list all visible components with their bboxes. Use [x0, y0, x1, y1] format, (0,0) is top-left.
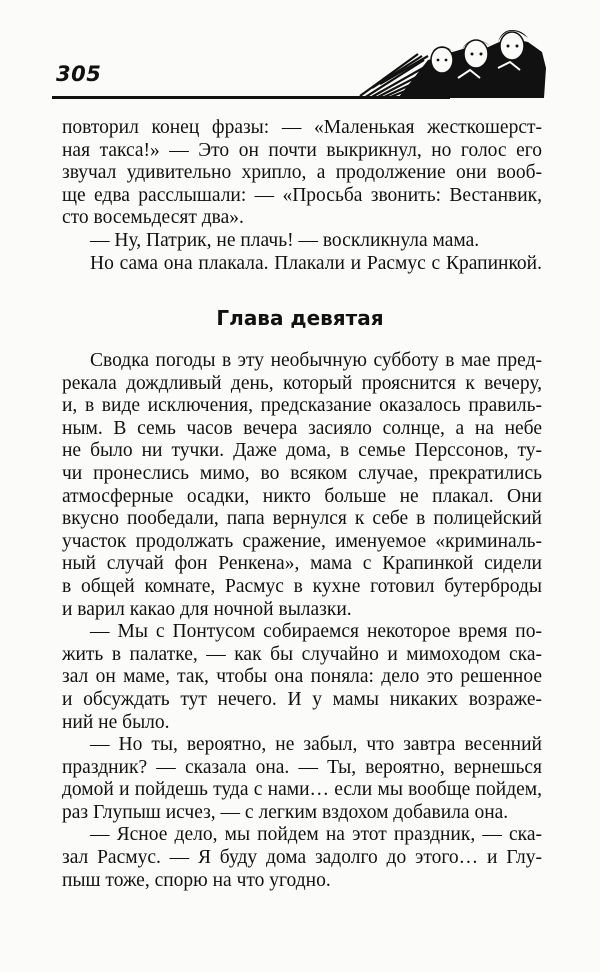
text-line: звучал удивительно хрипло, а продолжение они вооб-: [62, 162, 542, 184]
text-line: Сводка погоды в эту необычную субботу в мае пред-: [90, 350, 542, 371]
page-number: 305: [56, 62, 102, 86]
chapter-body: [62, 350, 542, 892]
text-line: — Мы с Понтусом собираемся некоторое время по-: [90, 621, 542, 643]
text-line: и варил какао для ночной вылазки.: [62, 598, 352, 620]
text-line: не было ни тучки. Даже дома, в семье Перссонов, ту-: [62, 440, 542, 462]
previous-chapter-ending: [62, 117, 542, 275]
text-line: зал Расмус. — Я буду дома задолго до этого… и Глу-: [62, 847, 542, 869]
text-line: и, в виде исключения, предсказание оказалось правиль-: [62, 395, 542, 417]
text-line: — Ясное дело, мы пойдем на этот праздник, — ска-: [90, 824, 542, 846]
text-line: вкусно пообедали, папа вернулся к себе в полицейский: [62, 508, 542, 530]
children-illustration-icon: [358, 8, 548, 104]
text-line: ный случай фон Ренкена», мама с Крапинкой сидели: [62, 553, 542, 575]
text-line: чи пронеслись мимо, во всяком случае, прекратились: [62, 462, 542, 484]
text-line: повторил конец фразы: — «Маленькая жесткошерст-: [62, 117, 542, 138]
text-line: участок продолжать сражение, именуемое «криминаль-: [62, 530, 542, 552]
text-line: ще едва расслышали: — «Просьба звонить: Вестанвик,: [62, 184, 542, 206]
chapter-title: Глава девятая: [216, 306, 384, 330]
text-line: ная такса!» — Это он почти выкрикнул, но голос его: [62, 139, 542, 161]
text-line: Но сама она плакала. Плакали и Расмус с Крапинкой.: [90, 252, 542, 274]
text-line: сто восемьдесят два».: [62, 207, 244, 229]
text-line: домой и пойдешь туда с нами… если мы вообще пойдем,: [62, 779, 542, 801]
text-line: в общей комнате, Расмус в кухне готовил бутерброды: [62, 575, 542, 597]
text-line: и обсуждать тут нечего. И у мамы никаких возраже-: [62, 688, 542, 710]
text-line: пыш тоже, спорю на что угодно.: [62, 869, 331, 891]
text-line: раз Глупыш исчез, — с легким вздохом добавила она.: [62, 801, 509, 823]
text-line: рекала дождливый день, который прояснится к вечеру,: [62, 372, 542, 394]
text-line: — Но ты, вероятно, не забыл, что завтра весенний: [90, 734, 542, 756]
text-line: жить в палатке, — как бы случайно и мимоходом ска-: [62, 643, 542, 665]
text-line: зал он маме, так, чтобы она поняла: дело это решенное: [62, 666, 542, 688]
text-line: ний не было.: [62, 711, 170, 733]
text-line: ным. В семь часов вечера засияло солнце, а на небе: [62, 417, 542, 439]
text-line: праздник? — сказала она. — Ты, вероятно, вернешься: [62, 756, 542, 778]
text-line: — Ну, Патрик, не плачь! — воскликнула мама.: [90, 229, 480, 251]
text-line: атмосферные осадки, никто больше не плакал. Они: [62, 485, 542, 507]
